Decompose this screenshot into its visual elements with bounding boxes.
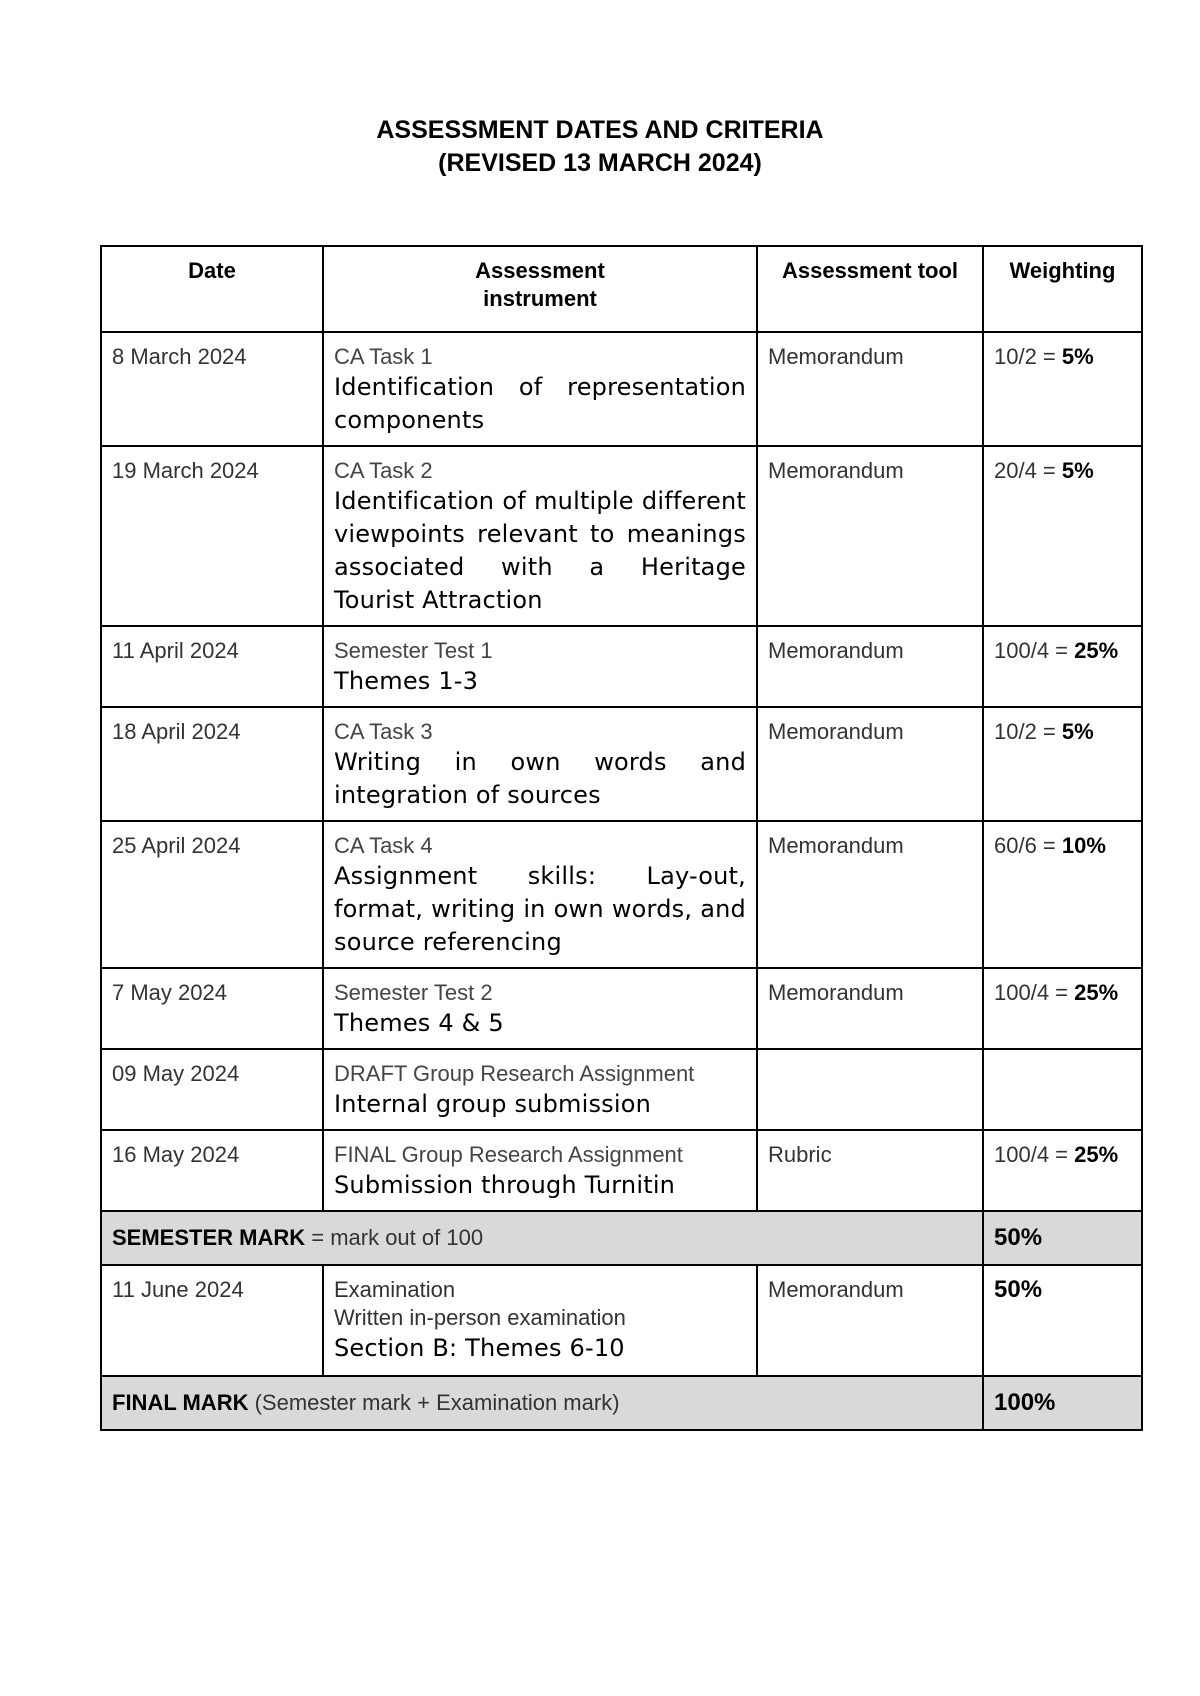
row-description: Submission through Turnitin: [334, 1171, 676, 1199]
row-instrument: FINAL Group Research Assignment: [334, 1142, 683, 1167]
row-date: 19 March 2024: [112, 458, 259, 483]
exam-instrument-sub: Written in-person examination: [334, 1305, 626, 1330]
row-instrument: CA Task 1: [334, 344, 433, 369]
header-instrument: Assessment instrument: [323, 246, 757, 332]
row-weight-calc: 20/4 =: [994, 458, 1062, 483]
row-tool: Memorandum: [768, 833, 904, 858]
title-line-2: (REVISED 13 MARCH 2024): [438, 149, 762, 177]
row-weight-calc: 100/4 =: [994, 980, 1075, 1005]
row-date: 09 May 2024: [112, 1061, 240, 1086]
row-description: Themes 1-3: [334, 667, 479, 695]
semester-mark-desc: = mark out of 100: [305, 1225, 484, 1250]
page-title: [0, 114, 1200, 180]
row-date: 18 April 2024: [112, 719, 241, 744]
table-row: [101, 332, 1142, 446]
exam-date: 11 June 2024: [112, 1277, 244, 1302]
row-weight-calc: 10/2 =: [994, 719, 1062, 744]
row-weight-pct: 10%: [1061, 833, 1106, 858]
row-instrument: CA Task 3: [334, 719, 433, 744]
row-instrument: CA Task 4: [334, 833, 433, 858]
row-weight-calc: 10/2 =: [994, 344, 1062, 369]
row-tool: Memorandum: [768, 638, 904, 663]
table-row: [101, 707, 1142, 821]
assessment-table: [100, 245, 1143, 1431]
final-mark-row: [101, 1376, 1142, 1430]
row-tool: Memorandum: [768, 458, 904, 483]
row-tool: Memorandum: [768, 980, 904, 1005]
exam-row: [101, 1265, 1142, 1376]
exam-description: Section B: Themes 6-10: [334, 1334, 625, 1362]
table-row: [101, 1049, 1142, 1130]
row-weight-calc: 60/6 =: [994, 833, 1062, 858]
row-weight-pct: 25%: [1074, 980, 1119, 1005]
exam-weight: 50%: [994, 1276, 1043, 1303]
semester-mark-value: 50%: [994, 1224, 1043, 1251]
row-weight-pct: 25%: [1074, 638, 1119, 663]
table-row: [101, 626, 1142, 707]
final-mark-desc: (Semester mark + Examination mark): [248, 1390, 620, 1415]
header-date: Date: [101, 246, 323, 332]
row-date: 11 April 2024: [112, 638, 239, 663]
row-weight-calc: 100/4 =: [994, 1142, 1075, 1167]
row-instrument: Semester Test 2: [334, 980, 493, 1005]
table-row: [101, 968, 1142, 1049]
final-mark-label: FINAL MARK: [112, 1390, 249, 1415]
row-description: Writing in own words and integration of sources: [334, 748, 746, 809]
table-header-row: [101, 246, 1142, 332]
row-description: Identification of multiple different viewpoints relevant to meanings associated with a Heritage Tourist Attraction: [334, 487, 746, 614]
row-description: Assignment skills: Lay-out, format, writing in own words, and source referencing: [334, 862, 746, 956]
semester-mark-label: SEMESTER MARK: [112, 1225, 306, 1250]
exam-tool: Memorandum: [768, 1277, 904, 1302]
row-weight-pct: 5%: [1061, 344, 1094, 369]
header-tool: Assessment tool: [757, 246, 983, 332]
title-line-1: ASSESSMENT DATES AND CRITERIA: [376, 116, 824, 144]
table-row: [101, 1130, 1142, 1211]
row-instrument: DRAFT Group Research Assignment: [334, 1061, 695, 1086]
row-weight-pct: 5%: [1061, 458, 1094, 483]
table-row: [101, 821, 1142, 968]
final-mark-value: 100%: [994, 1389, 1056, 1416]
row-weight-pct: 5%: [1061, 719, 1094, 744]
row-description: Themes 4 & 5: [334, 1009, 504, 1037]
row-weight-calc: 100/4 =: [994, 638, 1075, 663]
semester-mark-row: [101, 1211, 1142, 1265]
header-weighting: Weighting: [983, 246, 1142, 332]
row-description: Identification of representation components: [334, 373, 746, 434]
exam-instrument: Examination: [334, 1277, 456, 1302]
row-instrument: Semester Test 1: [334, 638, 493, 663]
row-tool: Memorandum: [768, 719, 904, 744]
row-tool: Memorandum: [768, 344, 904, 369]
row-description: Internal group submission: [334, 1090, 652, 1118]
row-date: 8 March 2024: [112, 344, 247, 369]
row-date: 7 May 2024: [112, 980, 227, 1005]
row-weight-pct: 25%: [1074, 1142, 1119, 1167]
row-instrument: CA Task 2: [334, 458, 433, 483]
row-tool: Rubric: [768, 1142, 832, 1167]
row-date: 25 April 2024: [112, 833, 241, 858]
table-row: [101, 446, 1142, 626]
row-date: 16 May 2024: [112, 1142, 240, 1167]
